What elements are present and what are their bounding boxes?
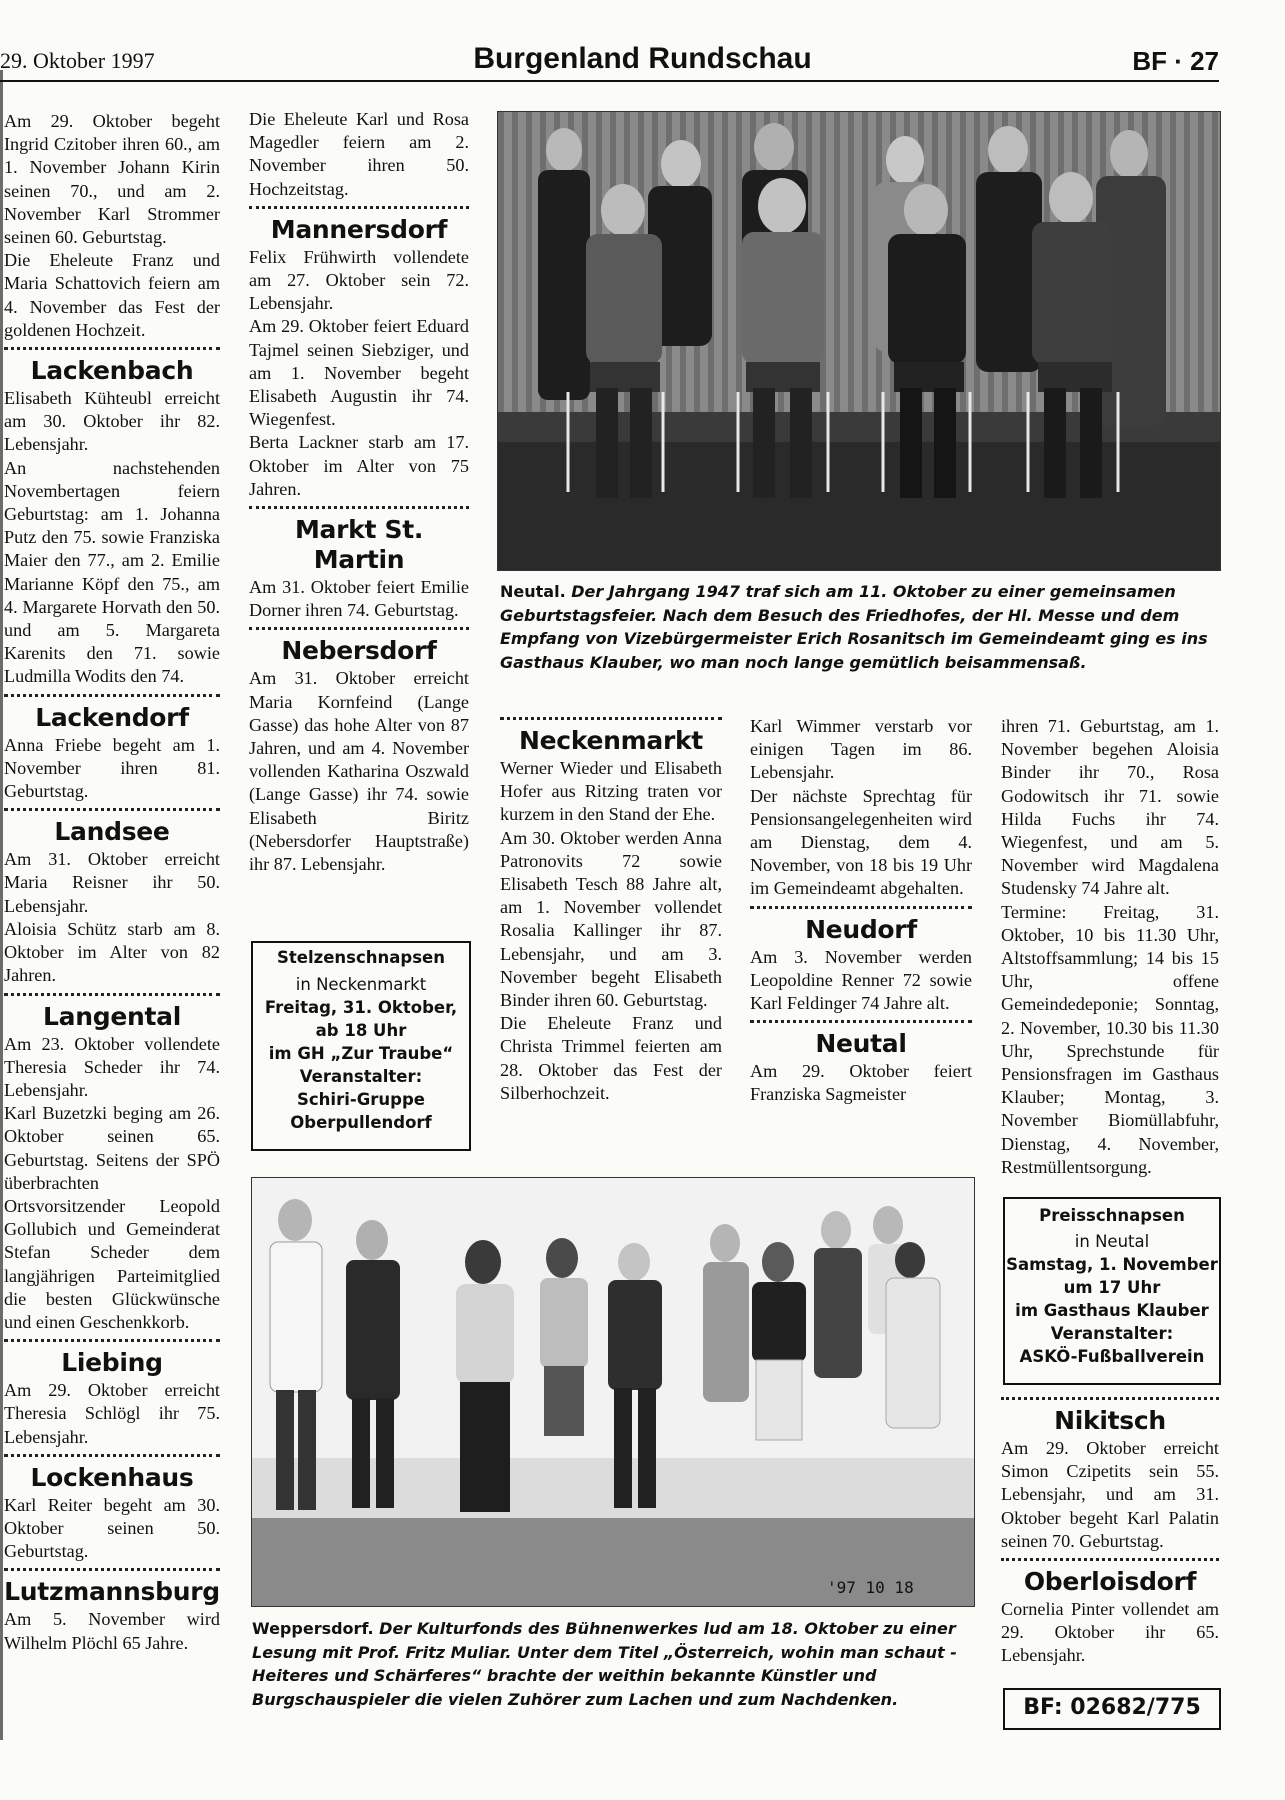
caption-text: Der Jahrgang 1947 traf sich am 11. Oktober zu einer gemeinsamen Geburtstagsfeier. Nach dem Besuch des Friedhofes, der Hl. Messe und dem Empfang von Vizebürgermeister Erich Rosanitsch im Gemeindeamt ging es ins Gasthaus Klauber, wo man noch lange gemütlich beisammensaß. xyxy=(500,582,1208,672)
caption-place: Neutal. xyxy=(500,582,566,601)
dotted-separator xyxy=(1001,1397,1219,1400)
section-heading: Lockenhaus xyxy=(30,1462,194,1492)
dotted-separator xyxy=(4,694,220,697)
paragraph: Am 31. Oktober erreicht Maria Kornfeind (Lange Gasse) das hohe Alter von 87 Jahren, und am 4. November vollenden Katharina Oszwald (Lange Gasse) ihr 74. sowie Elisabeth Biritz (Nebersdorfer Hauptstraße) ihr 87. Lebensjahr. xyxy=(249,668,469,875)
event-box-line: ASKÖ-Fußballverein xyxy=(1019,1347,1205,1366)
section-heading: Neckenmarkt xyxy=(519,726,703,755)
dotted-separator xyxy=(1001,1558,1219,1561)
paragraph: Aloisia Schütz starb am 8. Oktober im Alter von 82 Jahren. xyxy=(4,918,220,986)
event-box-line: in Neckenmarkt xyxy=(295,975,427,994)
section-heading: Nikitsch xyxy=(1054,1406,1166,1435)
event-box-line: Samstag, 1. November xyxy=(1006,1255,1218,1274)
dotted-separator xyxy=(4,347,220,350)
dotted-separator xyxy=(249,506,469,509)
section-heading: Landsee xyxy=(54,817,170,847)
section-heading: Liebing xyxy=(61,1348,163,1378)
section-heading: Lutzmannsburg xyxy=(4,1577,220,1607)
paragraph: Elisabeth Kühteubl erreicht am 30. Oktober ihr 82. Lebensjahr. xyxy=(4,388,220,455)
caption-text: Der Kulturfonds des Bühnenwerkes lud am 18. Oktober zu einer Lesung mit Prof. Fritz Muliar. Unter dem Titel „Österreich, wohin man schaut - Heiteres und Schärferes“ brachte der weithin bekannte Künstler und Burgschauspieler die vielen Zuhörer zum Lachen und zum Nachdenken. xyxy=(252,1619,957,1709)
newspaper-title: Burgenland Rundschau xyxy=(473,42,812,75)
paragraph: Die Eheleute Karl und Rosa Magedler feiern am 2. November ihren 50. Hochzeitstag. xyxy=(249,109,469,199)
event-box-line: im GH „Zur Traube“ xyxy=(268,1044,454,1063)
event-box-title: Preisschnapsen xyxy=(1039,1206,1185,1225)
paragraph: Am 29. Oktober erreicht Theresia Schlögl ihr 75. Lebensjahr. xyxy=(4,1380,220,1447)
photo-caption-weppersdorf xyxy=(252,1617,974,1711)
paragraph: Am 29. Oktober begeht Ingrid Czitober ihren 60., am 1. November Johann Kirin seinen 70., und am 2. November Karl Strommer seinen 60. Geburtstag. xyxy=(4,111,220,248)
section-heading: Lackenbach xyxy=(30,356,194,386)
page-edge xyxy=(0,70,3,1740)
event-box-line: Schiri-Gruppe xyxy=(297,1090,425,1109)
section-heading: Neudorf xyxy=(805,914,917,944)
photo-weppersdorf-lesung xyxy=(251,1177,975,1607)
section-heading: Nebersdorf xyxy=(281,636,437,666)
column-5 xyxy=(1001,715,1219,1179)
paragraph: Am 29. Oktober feiert Franziska Sagmeister xyxy=(750,1061,972,1105)
column-3 xyxy=(500,712,722,1105)
section-heading: Lackendorf xyxy=(35,702,189,732)
dotted-separator xyxy=(249,627,469,630)
dotted-separator xyxy=(750,906,972,909)
section-heading: Markt St. Martin xyxy=(294,515,424,575)
paragraph: Die Eheleute Franz und Maria Schattovich feiern am 4. November das Fest der goldenen Hochzeit. xyxy=(4,250,220,340)
dotted-separator xyxy=(750,1020,972,1023)
paragraph: Karl Buzetzki beging am 26. Oktober seinen 65. Geburtstag. Seitens der SPÖ überbrachten Ortsvorsitzender Leopold Gollubich und Gemeinderat Stefan Scheder dem langjährigen Parteimitglied die besten Glückwünsche und einen Geschenkkorb. xyxy=(4,1103,220,1332)
paragraph: Felix Frühwirth vollendete am 27. Oktober sein 72. Lebensjahr. xyxy=(249,246,469,314)
paragraph: Am 29. Oktober feiert Eduard Tajmel seinen Siebziger, und am 1. November begeht Elisabeth Augustin ihr 74. Wiegenfest. xyxy=(249,316,469,430)
event-box-preisschnapsen xyxy=(1003,1197,1221,1385)
column-2 xyxy=(249,108,469,876)
paragraph: ihren 71. Geburtstag, am 1. November begehen Aloisia Binder ihr 70., Rosa Godowitsch ihr 71. sowie Hilda Fuchs ihr 74. Wiegenfest, und am 5. November wird Magdalena Studensky 74 Jahre alt. xyxy=(1001,716,1219,899)
paragraph: Am 30. Oktober werden Anna Patronovits 72 sowie Elisabeth Tesch 88 Jahre alt, am 1. November vollendet Rosalia Kallinger ihr 87. Lebensjahr, und am 3. November begeht Elisabeth Binder ihren 60. Geburtstag. xyxy=(500,827,722,1011)
paragraph: Die Eheleute Franz und Christa Trimmel feierten am 28. Oktober das Fest der Silberhochzeit. xyxy=(500,1013,722,1103)
event-box-line: in Neutal xyxy=(1074,1232,1150,1251)
contact-box: BF: 02682/775 xyxy=(1003,1688,1221,1730)
paragraph: Am 5. November wird Wilhelm Plöchl 65 Jahre. xyxy=(4,1609,220,1653)
event-box-line: im Gasthaus Klauber xyxy=(1015,1301,1209,1320)
paragraph: Berta Lackner starb am 17. Oktober im Alter von 75 Jahren. xyxy=(249,432,469,499)
event-box-line: Veranstalter: xyxy=(299,1067,423,1086)
paragraph: Karl Wimmer verstarb vor einigen Tagen im 86. Lebensjahr. xyxy=(750,716,972,783)
paragraph: Der nächste Sprechtag für Pensionsangelegenheiten wird am Dienstag, dem 4. November, von 18 bis 19 Uhr im Gemeindeamt abgehalten. xyxy=(750,785,972,899)
photo-neutal-jahrgang-1947 xyxy=(497,111,1221,571)
dotted-separator xyxy=(4,1568,220,1571)
paragraph: Werner Wieder und Elisabeth Hofer aus Ritzing traten vor kurzem in den Stand der Ehe. xyxy=(500,758,722,825)
column-5b xyxy=(1001,1392,1219,1668)
dotted-separator xyxy=(500,717,722,720)
event-box-stelzenschnapsen xyxy=(251,941,471,1151)
section-heading: Neutal xyxy=(815,1029,907,1059)
section-heading: Langental xyxy=(43,1001,181,1031)
section-heading: Oberloisdorf xyxy=(1023,1567,1197,1597)
header-rule xyxy=(0,80,1219,82)
paragraph: Anna Friebe begeht am 1. November ihren 81. Geburtstag. xyxy=(4,734,220,802)
paragraph: Am 31. Oktober feiert Emilie Dorner ihren 74. Geburtstag. xyxy=(249,577,469,621)
issue-date: 29. Oktober 1997 xyxy=(0,48,155,73)
paragraph: An nachstehenden Novembertagen feiern Geburtstag: am 1. Johanna Putz den 75. sowie Franziska Maier den 77., am 2. Emilie Marianne Köpf den 75., am 4. Margarete Horvath den 50. und am 5. Margareta Karenits den 71. sowie Ludmilla Wodits den 74. xyxy=(4,457,220,687)
event-box-line: Veranstalter: xyxy=(1050,1324,1174,1343)
caption-place: Weppersdorf. xyxy=(252,1619,374,1638)
paragraph: Am 29. Oktober erreicht Simon Czipetits sein 55. Lebensjahr, und am 31. Oktober begeht Karl Palatin seinen 70. Geburtstag. xyxy=(1001,1438,1219,1551)
event-box-line: um 17 Uhr xyxy=(1063,1278,1161,1297)
dotted-separator xyxy=(4,1339,220,1342)
section-heading: Mannersdorf xyxy=(270,214,448,244)
event-box-line: ab 18 Uhr xyxy=(315,1021,407,1040)
paragraph: Cornelia Pinter vollendet am 29. Oktober ihr 65. Lebensjahr. xyxy=(1001,1599,1219,1666)
dotted-separator xyxy=(4,993,220,996)
paragraph: Am 31. Oktober erreicht Maria Reisner ihr 50. Lebensjahr. xyxy=(4,849,220,916)
paragraph: Karl Reiter begeht am 30. Oktober seinen 50. Geburtstag. xyxy=(4,1494,220,1562)
event-box-line: Freitag, 31. Oktober, xyxy=(264,998,458,1017)
column-1 xyxy=(4,110,220,1655)
page-number: BF · 27 xyxy=(1132,46,1219,76)
paragraph: Am 23. Oktober vollendete Theresia Scheder ihr 74. Lebensjahr. xyxy=(4,1033,220,1100)
paragraph: Termine: Freitag, 31. Oktober, 10 bis 11.30 Uhr, Altstoffsammlung; 14 bis 15 Uhr, offene Gemeindedeponie; Sonntag, 2. November, 10.30 bis 11.30 Uhr, Sprechstunde für Pensionsfragen im Gasthaus Klauber; Montag, 3. November Biomüllabfuhr, Dienstag, 4. November, Restmüllentsorgung. xyxy=(1001,901,1219,1177)
photo-date-stamp: '97 10 18 xyxy=(827,1578,914,1597)
dotted-separator xyxy=(4,1454,220,1457)
dotted-separator xyxy=(249,206,469,209)
photo-caption-neutal xyxy=(500,580,1222,674)
dotted-separator xyxy=(4,808,220,811)
event-box-line: Oberpullendorf xyxy=(290,1113,432,1132)
event-box-title: Stelzenschnapsen xyxy=(277,948,445,967)
paragraph: Am 3. November werden Leopoldine Renner 72 sowie Karl Feldinger 74 Jahre alt. xyxy=(750,946,972,1014)
column-4 xyxy=(750,715,972,1107)
